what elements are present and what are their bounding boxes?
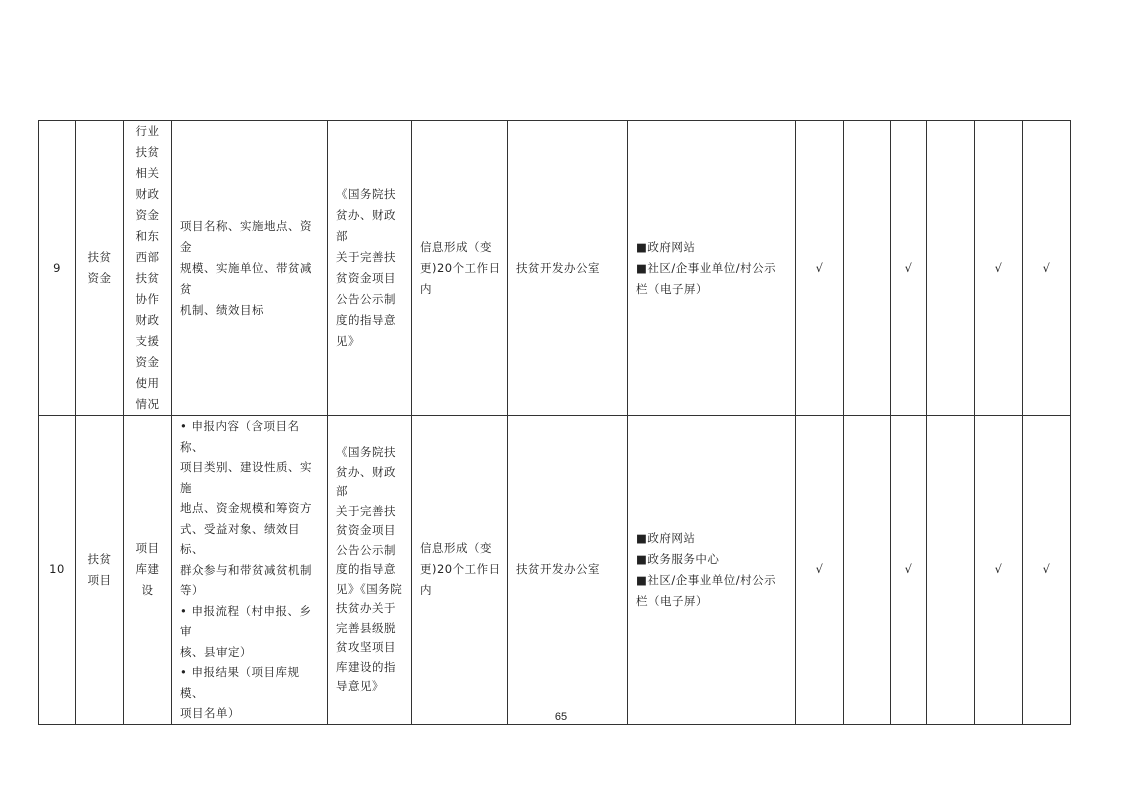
check-mark: √ <box>975 416 1023 725</box>
basis-cell: 《国务院扶 贫办、财政部 关于完善扶 贫资金项目 公告公示制 度的指导意 见》 <box>328 121 412 416</box>
category-cell: 扶贫 资金 <box>76 121 124 416</box>
table-row <box>39 121 1071 416</box>
item-cell: 行业 扶贫 相关 财政 资金 和东 西部 扶贫 协作 财政 支援 资金 使用 情况 <box>124 121 172 416</box>
check-mark: √ <box>1023 121 1071 416</box>
check-mark: √ <box>796 416 844 725</box>
check-mark <box>844 121 891 416</box>
row-number: 10 <box>39 416 76 725</box>
subject-cell: 扶贫开发办公室 <box>508 416 628 725</box>
page-number: 65 <box>554 711 568 723</box>
content-cell: • 申报内容（含项目名称、 项目类别、建设性质、实施 地点、资金规模和筹资方 式、受益对象、绩效目标、 群众参与和带贫减贫机制 等） • 申报流程（村申报、乡审 核、县审定） • 申报结果（项目库规模、 项目名单） <box>172 416 328 725</box>
basis-cell: 《国务院扶 贫办、财政部 关于完善扶 贫资金项目 公告公示制 度的指导意 见》《国务院 扶贫办关于 完善县级脱 贫攻坚项目 库建设的指 导意见》 <box>328 416 412 725</box>
subject-cell: 扶贫开发办公室 <box>508 121 628 416</box>
check-mark: √ <box>891 416 927 725</box>
table-row <box>39 416 1071 725</box>
row-number: 9 <box>39 121 76 416</box>
content-cell: 项目名称、实施地点、资金 规模、实施单位、带贫减贫 机制、绩效目标 <box>172 121 328 416</box>
disclosure-table <box>38 120 1071 725</box>
category-cell: 扶贫 项目 <box>76 416 124 725</box>
timing-cell: 信息形成（变 更)20个工作日 内 <box>412 121 508 416</box>
check-mark <box>927 416 975 725</box>
check-mark: √ <box>796 121 844 416</box>
channels-cell: ■政府网站 ■社区/企事业单位/村公示 栏（电子屏） <box>628 121 796 416</box>
check-mark: √ <box>1023 416 1071 725</box>
channels-cell: ■政府网站 ■政务服务中心 ■社区/企事业单位/村公示 栏（电子屏） <box>628 416 796 725</box>
check-mark: √ <box>975 121 1023 416</box>
check-mark: √ <box>891 121 927 416</box>
item-cell: 项目 库建 设 <box>124 416 172 725</box>
timing-cell: 信息形成（变 更)20个工作日 内 <box>412 416 508 725</box>
check-mark <box>927 121 975 416</box>
check-mark <box>844 416 891 725</box>
